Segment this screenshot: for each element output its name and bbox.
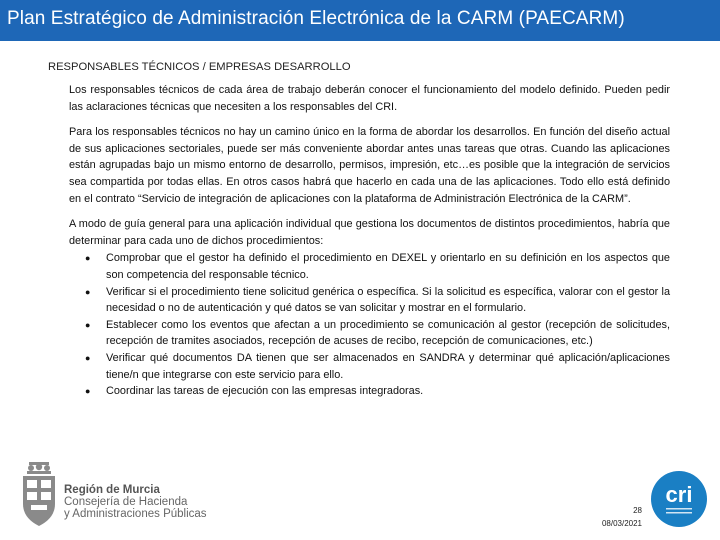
cri-logo-icon: [650, 470, 708, 528]
list-item: [69, 383, 670, 400]
title-bar: [0, 0, 720, 41]
list-item-text: Verificar si el procedimiento tiene solicitud genérica o específica. Si la solicitud es específica, valorar con el gestor la necesidad o no de autenticación y qué datos se van solicitar y mostrar en el formulario.: [106, 285, 670, 315]
org-department-cont: y Administraciones Públicas: [64, 508, 207, 520]
org-name: Región de Murcia: [64, 484, 160, 496]
paragraph: Para los responsables técnicos no hay un camino único en la forma de abordar los desarrollos. En función del diseño actual de sus aplicaciones sectoriales, puede ser más conveniente abordar antes unas tareas que otras. Cuando las aplicaciones están agrupadas bajo un mismo entorno de desarrollo, permisos, impresión, etc…es posible que la integración de servicios sea compartida por todas ellas. En otros casos habrá que hacerlo en cada una de las aplicaciones. Todo ello está definido en el contrato “Servicio de integración de aplicaciones con la plataforma de Administración Electrónica de la CARM”.: [69, 126, 670, 205]
list-item: [69, 317, 670, 350]
page-date: 08/03/2021: [601, 519, 642, 528]
list-item-text: Establecer como los eventos que afectan a un procedimiento se comunicación al gestor (recepción de solicitudes, recepción de tramites asociados, recepción de acuses de recibo, recepción de comunicaciones, etc.): [106, 318, 670, 348]
paragraph: Los responsables técnicos de cada área de trabajo deberán conocer el funcionamiento del modelo definido. Pueden pedir las aclaraciones técnicas que necesiten a los responsables del CRI.: [69, 84, 670, 113]
svg-text:cri: cri: [665, 482, 693, 507]
page-number: 28: [633, 506, 642, 515]
bullet-icon: ●: [85, 253, 91, 264]
slide-title: Plan Estratégico de Administración Electrónica de la CARM (PAECARM): [7, 8, 625, 29]
bullet-icon: ●: [85, 386, 91, 397]
region-murcia-logo: [19, 458, 209, 533]
paragraph: A modo de guía general para una aplicación individual que gestiona los documentos de distintos procedimientos, habría que determinar para cada uno de dichos procedimientos:: [69, 218, 670, 247]
section-heading: RESPONSABLES TÉCNICOS / EMPRESAS DESARROLLO: [48, 61, 351, 73]
bullet-icon: ●: [85, 286, 91, 297]
content-body: [69, 82, 670, 400]
org-department: Consejería de Hacienda: [64, 496, 188, 508]
bullet-icon: ●: [85, 319, 91, 330]
list-item-text: Verificar qué documentos DA tienen que ser almacenados en SANDRA y determinar qué aplicación/aplicaciones tiene/n que integrarse con este servicio para ello.: [106, 351, 670, 381]
coat-of-arms-icon: [19, 458, 59, 530]
bullet-icon: ●: [85, 352, 91, 363]
list-item-text: Coordinar las tareas de ejecución con las empresas integradoras.: [106, 385, 424, 398]
list-item-text: Comprobar que el gestor ha definido el procedimiento en DEXEL y orientarlo en su definición en los aspectos que son competencia del responsable técnico.: [106, 252, 670, 281]
list-item: [69, 284, 670, 317]
bullet-list: [69, 250, 670, 399]
list-item: [69, 250, 670, 283]
list-item: [69, 350, 670, 383]
